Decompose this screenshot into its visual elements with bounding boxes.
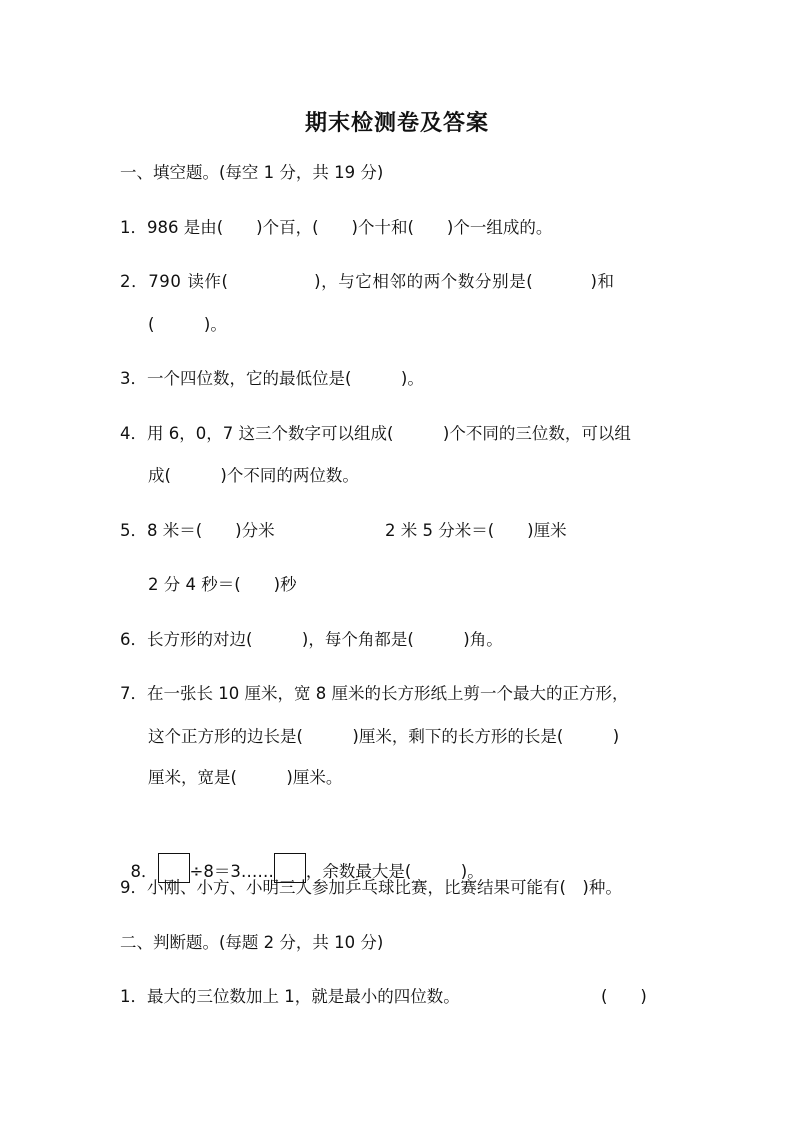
question-8 — [120, 831, 484, 883]
question-9: 9．小刚、小方、小明三人参加乒乓球比赛，比赛结果可能有( )种。 — [120, 878, 622, 897]
question-5-part3: 2 分 4 秒＝( )秒 — [148, 575, 297, 594]
judgment-question-1: 1．最大的三位数加上 1，就是最小的四位数。 — [120, 987, 460, 1006]
question-5-part1: 5．8 米＝( )分米 — [120, 521, 275, 540]
question-8-equation: ÷8＝3…… — [189, 862, 274, 881]
question-6: 6．长方形的对边( )，每个角都是( )角。 — [120, 630, 503, 649]
question-3: 3．一个四位数，它的最低位是( )。 — [120, 369, 424, 388]
question-4-line1: 4．用 6，0，7 这三个数字可以组成( )个不同的三位数，可以组 — [120, 424, 631, 443]
question-4-line2: 成( )个不同的两位数。 — [148, 466, 359, 485]
question-7-line1: 7．在一张长 10 厘米，宽 8 厘米的长方形纸上剪一个最大的正方形， — [120, 684, 629, 703]
question-8-number: 8． — [130, 862, 158, 881]
question-5-part2: 2 米 5 分米＝( )厘米 — [385, 521, 567, 540]
section2-heading: 二、判断题。(每题 2 分，共 10 分) — [120, 933, 384, 952]
exam-title: 期末检测卷及答案 — [304, 111, 489, 136]
question-7-line2: 这个正方形的边长是( )厘米，剩下的长方形的长是( ) — [148, 727, 620, 746]
section1-heading: 一、填空题。(每空 1 分，共 19 分) — [120, 163, 384, 182]
question-7-line3: 厘米，宽是( )厘米。 — [148, 768, 343, 787]
question-2-line2: ( )。 — [148, 315, 227, 334]
question-8-tail: ，余数最大是( )。 — [305, 862, 484, 881]
question-2-line1: 2．790 读作( )，与它相邻的两个数分别是( )和 — [120, 272, 615, 291]
question-1: 1．986 是由( )个百，( )个十和( )个一组成的。 — [120, 218, 553, 237]
judgment-answer-paren: ( ) — [601, 987, 647, 1006]
